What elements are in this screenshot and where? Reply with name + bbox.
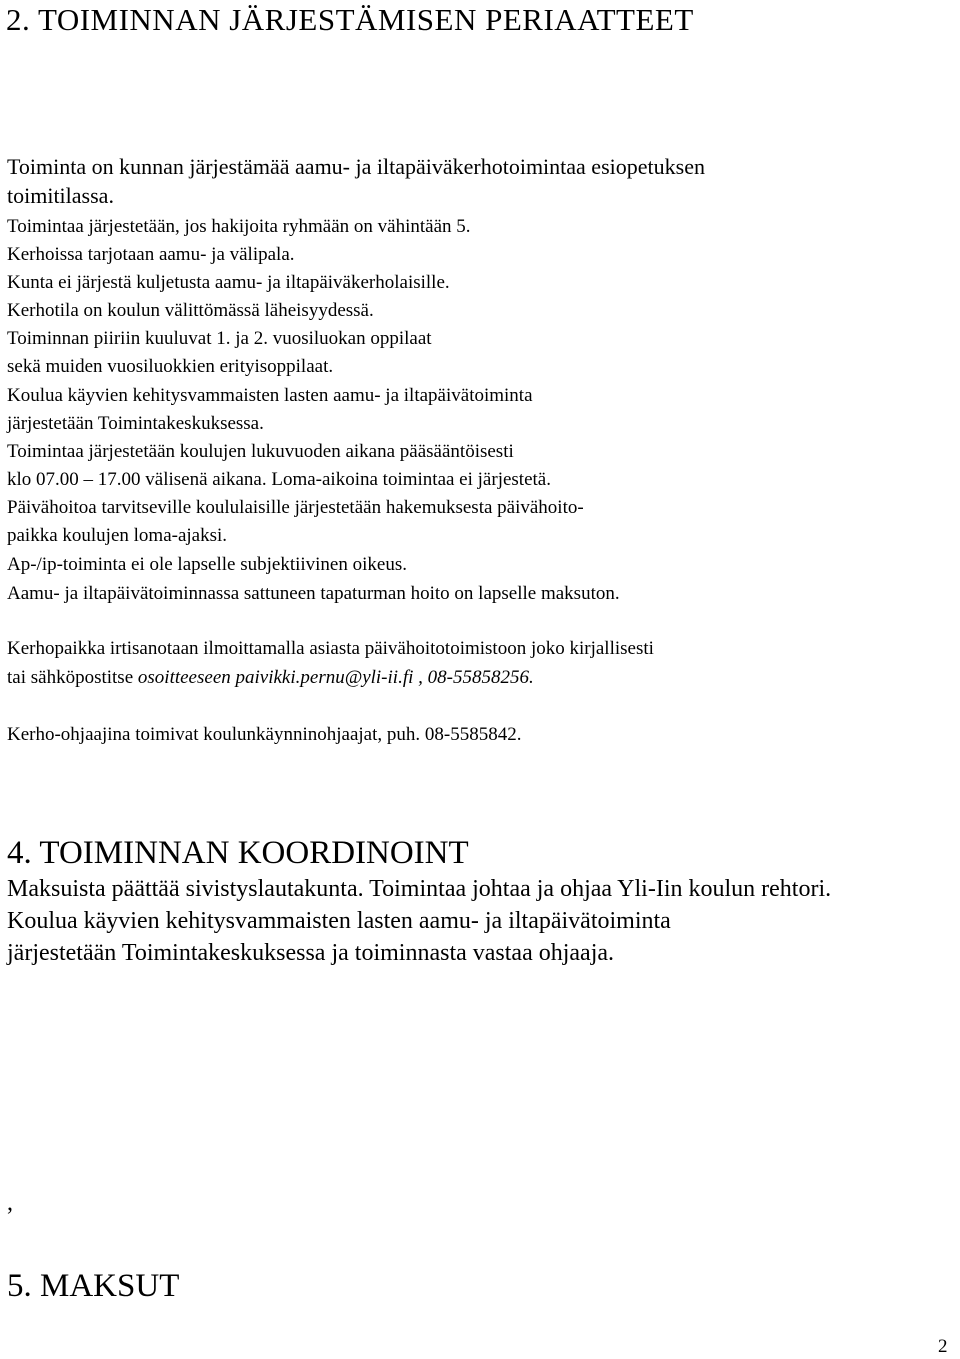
paragraph-line: Toimintaa järjestetään, jos hakijoita ryhmään on vähintään 5. [7,216,471,237]
paragraph-line: sekä muiden vuosiluokkien erityisoppilaat. [7,356,334,377]
termination-prefix: tai sähköpostitse [7,667,138,688]
paragraph-line: järjestetään Toimintakeskuksessa. [7,413,264,434]
termination-contact: osoitteeseen paivikki.pernu@yli-ii.fi , 08-55858256. [137,667,534,688]
section-5-heading: 5. MAKSUT [7,1268,180,1304]
paragraph-line: Päivähoitoa tarvitseville koululaisille järjestetään hakemuksesta päivähoito- [7,497,584,518]
paragraph-line: Kerhotila on koulun välittömässä läheisyydessä. [7,300,374,321]
section-4-line: Koulua käyvien kehitysvammaisten lasten aamu- ja iltapäivätoiminta [7,908,671,934]
section-4-line: järjestetään Toimintakeskuksessa ja toiminnasta vastaa ohjaaja. [7,940,615,966]
paragraph-line: Koulua käyvien kehitysvammaisten lasten aamu- ja iltapäivätoiminta [7,385,533,406]
paragraph-line: paikka koulujen loma-ajaksi. [7,525,228,546]
paragraph-line: Kerhoissa tarjotaan aamu- ja välipala. [7,244,295,265]
paragraph-line: Kunta ei järjestä kuljetusta aamu- ja iltapäiväkerholaisille. [7,272,450,293]
section-4-heading: 4. TOIMINNAN KOORDINOINT [7,835,469,871]
paragraph-line: Toiminnan piiriin kuuluvat 1. ja 2. vuosiluokan oppilaat [7,328,432,349]
stray-comma: , [7,1190,13,1216]
paragraph-line: Toimintaa järjestetään koulujen lukuvuoden aikana pääsääntöisesti [7,441,514,462]
termination-line-2 [7,667,534,689]
paragraph-line: Ap-/ip-toiminta ei ole lapselle subjektiivinen oikeus. [7,554,407,575]
paragraph-line: Toiminta on kunnan järjestämää aamu- ja iltapäiväkerhotoimintaa esiopetuksen [7,154,705,179]
paragraph-line: klo 07.00 – 17.00 välisenä aikana. Loma-aikoina toimintaa ei järjestetä. [7,469,551,490]
section-4-line: Maksuista päättää sivistyslautakunta. Toimintaa johtaa ja ohjaa Yli-Iin koulun rehtori. [7,876,832,902]
termination-line-1: Kerhopaikka irtisanotaan ilmoittamalla asiasta päivähoitotoimistoon joko kirjallisesti [7,638,654,659]
paragraph-line: Aamu- ja iltapäivätoiminnassa sattuneen tapaturman hoito on lapselle maksuton. [7,583,620,604]
page-number: 2 [938,1336,948,1357]
instructors-line: Kerho-ohjaajina toimivat koulunkäynninohjaajat, puh. 08-5585842. [7,724,522,745]
section-2-heading: 2. TOIMINNAN JÄRJESTÄMISEN PERIAATTEET [6,2,694,37]
paragraph-line: toimitilassa. [7,183,114,208]
